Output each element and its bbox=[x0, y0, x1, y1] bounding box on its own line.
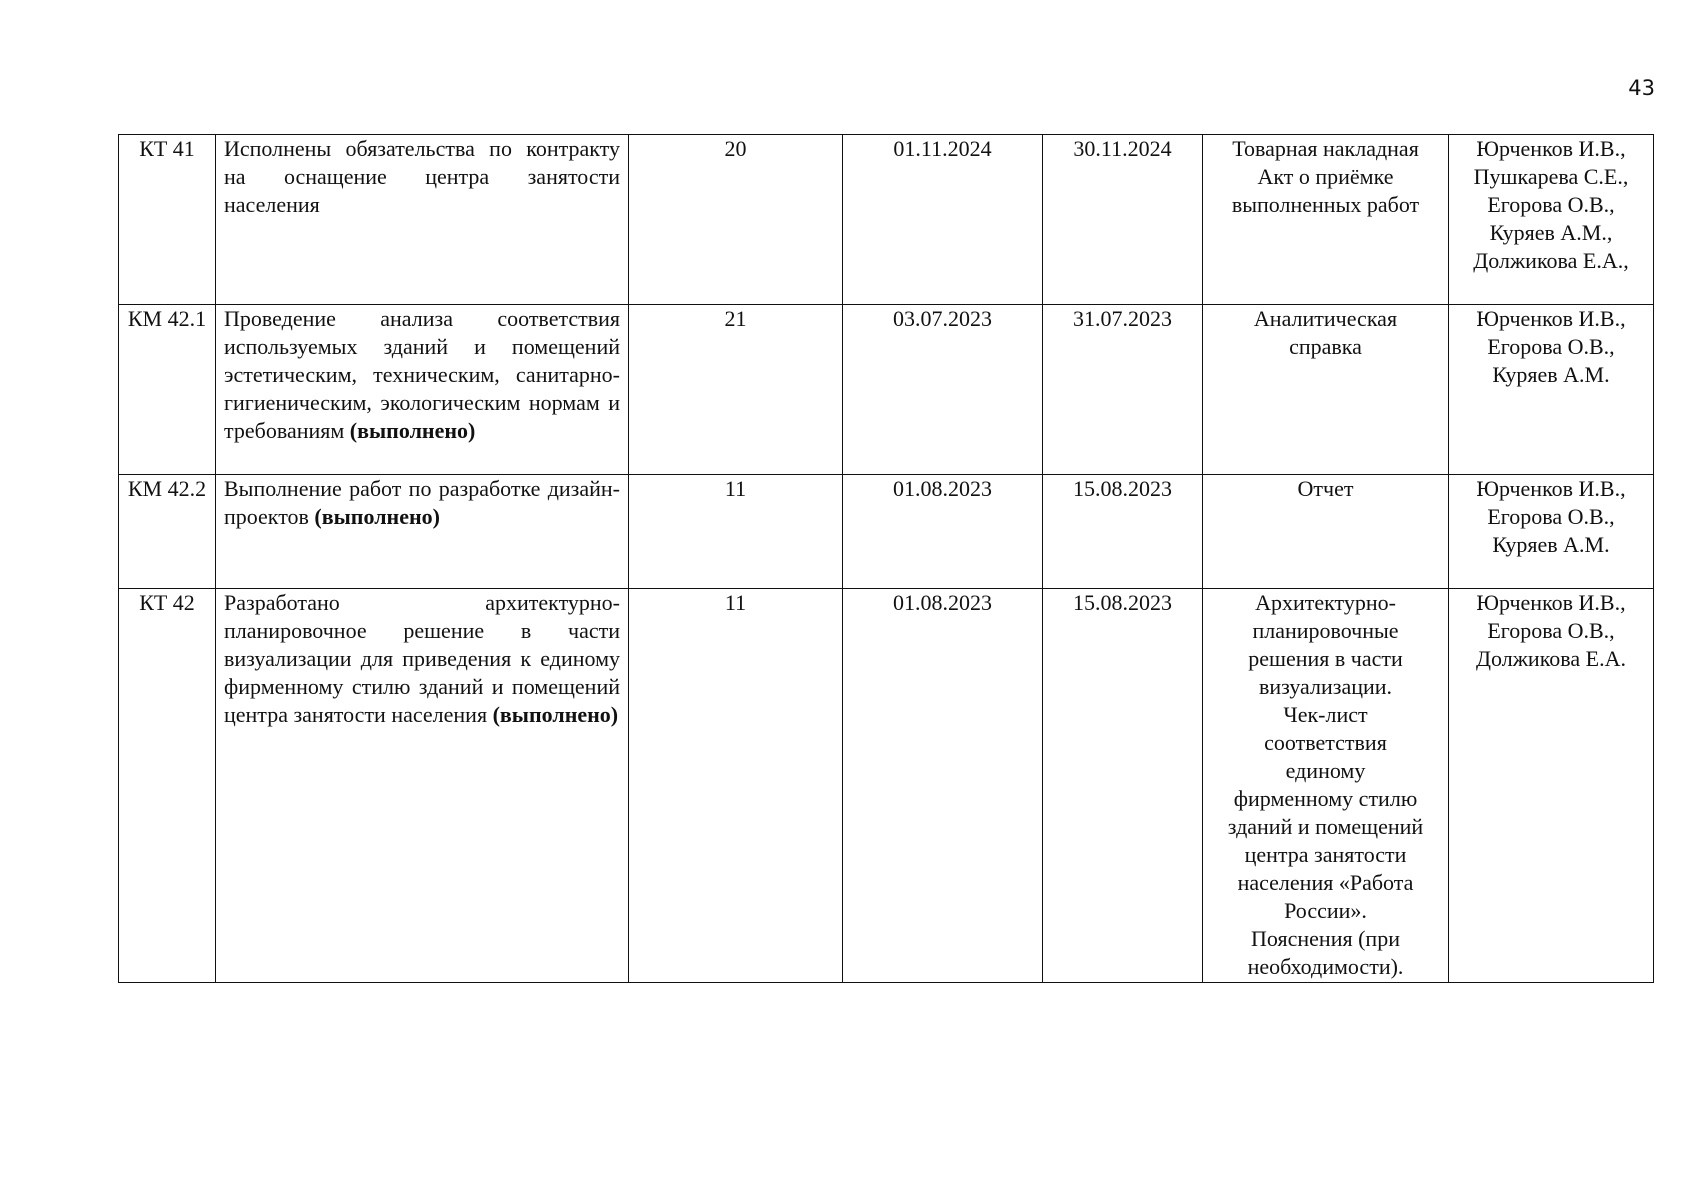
responsible-person: Должикова Е.А. bbox=[1476, 646, 1626, 671]
row-status: (выполнено) bbox=[349, 418, 476, 443]
document-line: выполненных работ bbox=[1231, 192, 1420, 217]
responsible-person: Юрченков И.В., bbox=[1476, 136, 1626, 161]
row-status: (выполнено) bbox=[314, 504, 440, 529]
row-document bbox=[1203, 589, 1449, 983]
document-line: единому bbox=[1285, 758, 1366, 783]
row-description-text: Проведение анализа соответствия используемых зданий и помещений эстетическим, техническим, санитарно-гигиеническим, экологическим нормам и требованиям bbox=[224, 306, 620, 443]
row-end-date: 15.08.2023 bbox=[1043, 589, 1203, 983]
plan-table bbox=[118, 134, 1654, 983]
row-description-text: Исполнены обязательства по контракту на оснащение центра занятости населения bbox=[224, 136, 620, 217]
row-duration: 11 bbox=[629, 589, 843, 983]
document-line: Отчет bbox=[1297, 476, 1354, 501]
row-code: КТ 42 bbox=[119, 589, 216, 983]
document-line: Аналитическая bbox=[1253, 306, 1398, 331]
row-responsible bbox=[1449, 589, 1654, 983]
row-code: КМ 42.1 bbox=[119, 305, 216, 475]
row-document bbox=[1203, 305, 1449, 475]
table-row bbox=[119, 475, 1654, 589]
row-status: (выполнено) bbox=[492, 702, 619, 727]
responsible-person: Куряев А.М. bbox=[1492, 362, 1610, 387]
table-row bbox=[119, 305, 1654, 475]
table-row bbox=[119, 589, 1654, 983]
row-end-date: 15.08.2023 bbox=[1043, 475, 1203, 589]
document-line: Чек-лист bbox=[1283, 702, 1368, 727]
document-line: решения в части bbox=[1248, 646, 1403, 671]
document-line: населения «Работа bbox=[1237, 870, 1414, 895]
row-end-date: 30.11.2024 bbox=[1043, 135, 1203, 305]
row-responsible bbox=[1449, 475, 1654, 589]
document-line: справка bbox=[1289, 334, 1362, 359]
page-number: 43 bbox=[1628, 76, 1655, 100]
row-start-date: 01.08.2023 bbox=[843, 589, 1043, 983]
responsible-person: Егорова О.В., bbox=[1487, 192, 1615, 217]
row-responsible bbox=[1449, 135, 1654, 305]
row-start-date: 03.07.2023 bbox=[843, 305, 1043, 475]
row-document bbox=[1203, 475, 1449, 589]
responsible-person: Егорова О.В., bbox=[1487, 618, 1615, 643]
document-line: необходимости). bbox=[1247, 954, 1404, 979]
responsible-person: Юрченков И.В., bbox=[1476, 590, 1626, 615]
responsible-person: Егорова О.В., bbox=[1487, 334, 1615, 359]
document-line: зданий и помещений bbox=[1227, 814, 1424, 839]
document-line: планировочные bbox=[1252, 618, 1399, 643]
document-line: фирменному стилю bbox=[1233, 786, 1418, 811]
row-end-date: 31.07.2023 bbox=[1043, 305, 1203, 475]
responsible-person: Куряев А.М. bbox=[1492, 532, 1610, 557]
row-code: КТ 41 bbox=[119, 135, 216, 305]
row-code: КМ 42.2 bbox=[119, 475, 216, 589]
responsible-person: Пушкарева С.Е., bbox=[1473, 164, 1629, 189]
row-responsible bbox=[1449, 305, 1654, 475]
responsible-person: Юрченков И.В., bbox=[1476, 306, 1626, 331]
document-line: Товарная накладная bbox=[1232, 136, 1419, 161]
document-line: Акт о приёмке bbox=[1257, 164, 1394, 189]
responsible-person: Юрченков И.В., bbox=[1476, 476, 1626, 501]
row-duration: 20 bbox=[629, 135, 843, 305]
row-start-date: 01.08.2023 bbox=[843, 475, 1043, 589]
document-line: Пояснения (при bbox=[1251, 926, 1400, 951]
row-description bbox=[216, 589, 629, 983]
row-description bbox=[216, 135, 629, 305]
document-line: Архитектурно- bbox=[1255, 590, 1396, 615]
row-description-text: Выполнение работ по разработке дизайн-проектов bbox=[224, 476, 620, 529]
table-row bbox=[119, 135, 1654, 305]
document-line: визуализации. bbox=[1258, 674, 1393, 699]
row-description bbox=[216, 305, 629, 475]
row-document bbox=[1203, 135, 1449, 305]
document-line: России». bbox=[1284, 898, 1367, 923]
document-line: центра занятости bbox=[1244, 842, 1407, 867]
row-duration: 11 bbox=[629, 475, 843, 589]
row-start-date: 01.11.2024 bbox=[843, 135, 1043, 305]
row-description bbox=[216, 475, 629, 589]
row-duration: 21 bbox=[629, 305, 843, 475]
document-line: соответствия bbox=[1264, 730, 1387, 755]
responsible-person: Егорова О.В., bbox=[1487, 504, 1615, 529]
responsible-person: Должикова Е.А., bbox=[1473, 248, 1629, 273]
row-description-text: Разработано архитектурно-планировочное решение в части визуализации для приведения к единому фирменному стилю зданий и помещений центра занятости населения bbox=[224, 590, 620, 727]
responsible-person: Куряев А.М., bbox=[1489, 220, 1613, 245]
